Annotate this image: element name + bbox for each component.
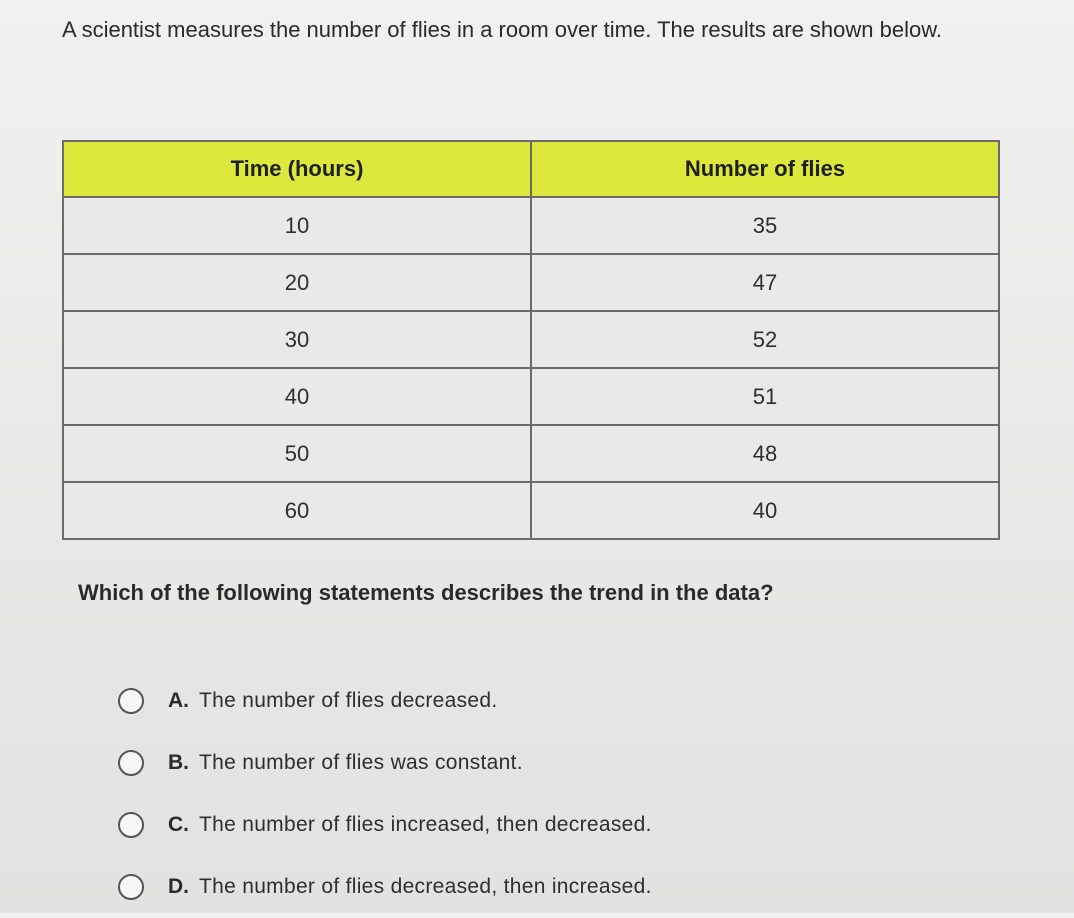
column-header-time: Time (hours): [63, 141, 531, 197]
time-cell: 40: [63, 368, 531, 425]
option-d[interactable]: [118, 856, 818, 918]
option-text[interactable]: The number of flies decreased.: [199, 689, 498, 712]
option-letter: D.: [168, 875, 189, 898]
radio-button-a[interactable]: [118, 688, 144, 714]
option-text[interactable]: The number of flies decreased, then increased.: [199, 875, 652, 898]
time-cell: 10: [63, 197, 531, 254]
option-a[interactable]: [118, 670, 818, 732]
option-letter: C.: [168, 813, 189, 836]
option-c[interactable]: [118, 794, 818, 856]
intro-text: A scientist measures the number of flies in a room over time. The results are shown below.: [62, 17, 942, 42]
flies-cell: 51: [531, 368, 999, 425]
radio-button-d[interactable]: [118, 874, 144, 900]
flies-cell: 52: [531, 311, 999, 368]
radio-button-b[interactable]: [118, 750, 144, 776]
table-header-row: [63, 141, 999, 197]
option-b[interactable]: [118, 732, 818, 794]
option-letter: A.: [168, 689, 189, 712]
time-cell: 30: [63, 311, 531, 368]
table-row: [63, 482, 999, 539]
answer-options: [118, 670, 818, 918]
time-cell: 20: [63, 254, 531, 311]
option-text[interactable]: The number of flies was constant.: [199, 751, 523, 774]
column-header-flies: Number of flies: [531, 141, 999, 197]
table-row: [63, 254, 999, 311]
table-row: [63, 311, 999, 368]
option-letter: B.: [168, 751, 189, 774]
table-row: [63, 197, 999, 254]
option-text[interactable]: The number of flies increased, then decreased.: [199, 813, 652, 836]
table-row: [63, 368, 999, 425]
radio-button-c[interactable]: [118, 812, 144, 838]
flies-cell: 35: [531, 197, 999, 254]
data-table: [62, 140, 1000, 540]
flies-cell: 40: [531, 482, 999, 539]
table-row: [63, 425, 999, 482]
time-cell: 60: [63, 482, 531, 539]
time-cell: 50: [63, 425, 531, 482]
question-text: Which of the following statements describes the trend in the data?: [78, 580, 774, 605]
flies-cell: 48: [531, 425, 999, 482]
flies-cell: 47: [531, 254, 999, 311]
